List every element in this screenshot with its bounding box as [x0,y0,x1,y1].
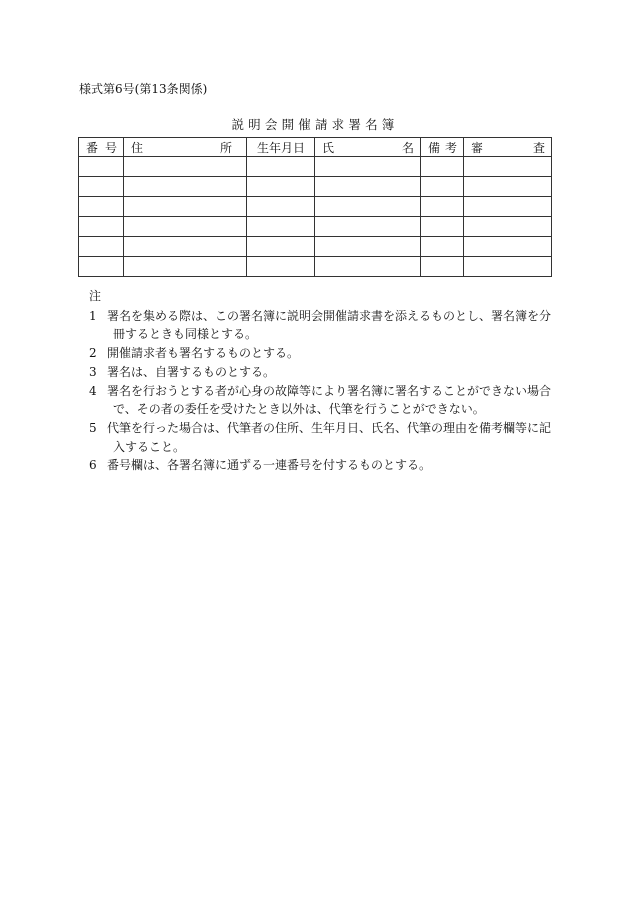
address-cell[interactable] [124,237,247,257]
remarks-cell[interactable] [421,177,464,197]
table-row [79,217,552,237]
birthdate-cell[interactable] [247,177,315,197]
note-item [89,307,563,344]
table-body [79,157,552,277]
address-cell[interactable] [124,157,247,177]
notes-heading: 注 [89,289,102,303]
note-line: 入すること。 [113,439,186,454]
note-line: で、その者の委任を受けたとき以外は、代筆を行うことができない。 [113,402,485,417]
note-item [89,456,563,475]
form-number: 様式第6号(第13条関係) [79,82,208,96]
note-item [89,419,563,456]
header-birthdate: 生年月日 [247,138,315,157]
remarks-cell[interactable] [421,197,464,217]
table-row [79,197,552,217]
header-name: 氏 名 [315,138,421,157]
birthdate-cell[interactable] [247,157,315,177]
address-cell[interactable] [124,197,247,217]
table-row [79,177,552,197]
header-review: 審 査 [464,138,552,157]
number-cell[interactable] [79,177,124,197]
number-cell[interactable] [79,217,124,237]
name-cell[interactable] [315,257,421,277]
note-number: 2 [89,346,97,361]
name-cell[interactable] [315,177,421,197]
note-number: 6 [89,458,97,473]
remarks-cell[interactable] [421,217,464,237]
remarks-cell[interactable] [421,257,464,277]
name-cell[interactable] [315,217,421,237]
review-cell[interactable] [464,217,552,237]
note-line: 代筆を行った場合は、代筆者の住所、生年月日、氏名、代筆の理由を備考欄等に記 [107,420,552,435]
note-line: 署名を集める際は、この署名簿に説明会開催請求書を添えるものとし、署名簿を分 [107,308,552,323]
note-item [89,344,563,363]
number-cell[interactable] [79,237,124,257]
number-cell[interactable] [79,257,124,277]
note-line: 開催請求者も署名するものとする。 [107,346,300,361]
birthdate-cell[interactable] [247,237,315,257]
header-number: 番 号 [79,138,124,157]
number-cell[interactable] [79,157,124,177]
table-row [79,237,552,257]
note-line: 署名を行おうとする者が心身の故障等により署名簿に署名することができない場合 [107,383,552,398]
notes-list [89,307,563,475]
note-line: 冊するときも同様とする。 [113,327,258,342]
birthdate-cell[interactable] [247,197,315,217]
note-number: 3 [89,364,97,379]
document-title: 説明会開催請求署名簿 [231,117,399,132]
address-cell[interactable] [124,217,247,237]
header-remarks: 備 考 [421,138,464,157]
note-number: 4 [89,383,97,398]
name-cell[interactable] [315,197,421,217]
note-item [89,363,563,382]
table-header-row [79,138,552,157]
remarks-cell[interactable] [421,157,464,177]
review-cell[interactable] [464,177,552,197]
number-cell[interactable] [79,197,124,217]
remarks-cell[interactable] [421,237,464,257]
address-cell[interactable] [124,177,247,197]
review-cell[interactable] [464,257,552,277]
note-number: 1 [89,308,97,323]
review-cell[interactable] [464,197,552,217]
note-line: 署名は、自署するものとする。 [107,364,276,379]
review-cell[interactable] [464,157,552,177]
note-line: 番号欄は、各署名簿に通ずる一連番号を付するものとする。 [107,458,432,473]
notes-section [89,287,563,475]
table-row [79,157,552,177]
name-cell[interactable] [315,237,421,257]
review-cell[interactable] [464,237,552,257]
birthdate-cell[interactable] [247,257,315,277]
header-address: 住 所 [124,138,247,157]
birthdate-cell[interactable] [247,217,315,237]
name-cell[interactable] [315,157,421,177]
note-number: 5 [89,420,97,435]
table-row [79,257,552,277]
address-cell[interactable] [124,257,247,277]
signature-table [78,137,552,277]
note-item [89,382,563,419]
